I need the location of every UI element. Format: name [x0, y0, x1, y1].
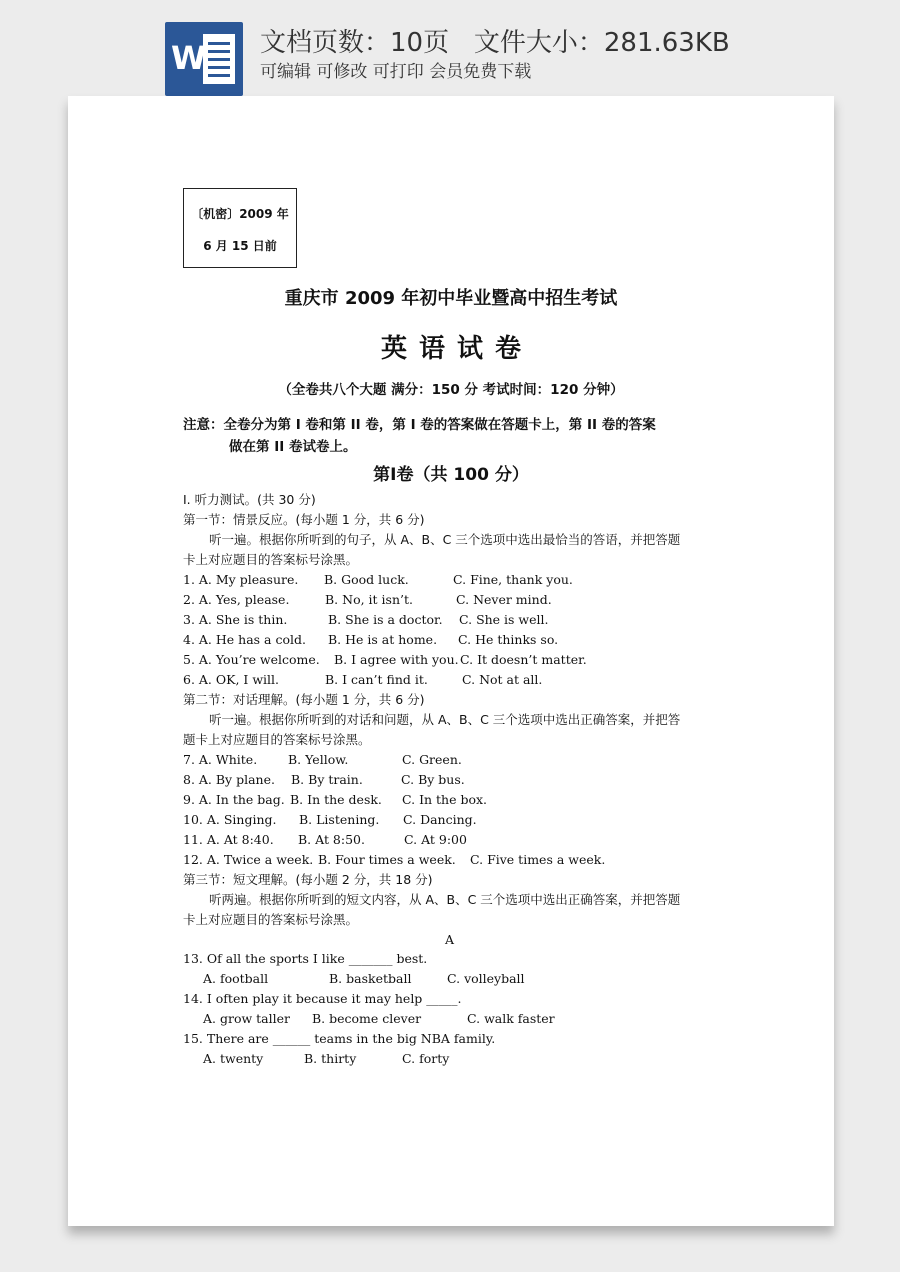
q2-option-b: B. No, it isn’t. [325, 592, 413, 607]
q3-option-c: C. She is well. [459, 612, 549, 627]
q6-option-a: 6. A. OK, I will. [183, 672, 279, 687]
q6-option-b: B. I can’t find it. [325, 672, 428, 687]
confidential-box [183, 188, 297, 268]
q5-option-b: B. I agree with you. [334, 652, 459, 667]
exam-info: （全卷共八个大题 满分：150 分 考试时间：120 分钟） [278, 382, 624, 398]
q12-option-a: 12. A. Twice a week. [183, 852, 314, 867]
subsection-2-heading: 第二节：对话理解。(每小题 1 分，共 6 分) [183, 692, 425, 707]
q2-option-a: 2. A. Yes, please. [183, 592, 290, 607]
q7-option-b: B. Yellow. [288, 752, 349, 767]
q15-option-a: A. twenty [203, 1051, 264, 1066]
part-heading: I. 听力测试。(共 30 分) [183, 492, 316, 507]
q1-option-a: 1. A. My pleasure. [183, 572, 299, 587]
file-features: 可编辑 可修改 可打印 会员免费下载 [260, 62, 532, 82]
confidential-line-2: 6 月 15 日前 [203, 239, 277, 253]
subsection-2-instruction-a: 听一遍。根据你所听到的对话和问题，从 A、B、C 三个选项中选出正确答案，并把答 [209, 712, 681, 727]
q4-option-b: B. He is at home. [328, 632, 438, 647]
q5-option-a: 5. A. You’re welcome. [183, 652, 320, 667]
q8-option-a: 8. A. By plane. [183, 772, 275, 787]
confidential-line-1: 〔机密〕2009 年 [191, 207, 289, 221]
q8-option-b: B. By train. [291, 772, 363, 787]
q10-option-a: 10. A. Singing. [183, 812, 277, 827]
word-icon-letter: W [171, 39, 207, 77]
exam-title: 重庆市 2009 年初中毕业暨高中招生考试 [284, 288, 618, 309]
q15-option-b: B. thirty [304, 1051, 357, 1066]
q5-option-c: C. It doesn’t matter. [460, 652, 587, 667]
subsection-1-instruction-b: 卡上对应题目的答案标号涂黑。 [183, 552, 359, 567]
q9-option-c: C. In the box. [402, 792, 488, 807]
word-document-icon [165, 22, 243, 96]
subsection-3-heading: 第三节：短文理解。(每小题 2 分，共 18 分) [183, 872, 433, 887]
q14-option-b: B. become clever [312, 1011, 422, 1026]
q14-option-a: A. grow taller [203, 1011, 290, 1026]
question-15: 15. There are ______ teams in the big NBA family. [183, 1031, 496, 1046]
subsection-3-instruction-a: 听两遍。根据你所听到的短文内容，从 A、B、C 三个选项中选出正确答案，并把答题 [209, 892, 681, 907]
document-page [68, 96, 834, 1226]
q9-option-a: 9. A. In the bag. [183, 792, 285, 807]
q1-option-b: B. Good luck. [324, 572, 409, 587]
subsection-2-instruction-b: 题卡上对应题目的答案标号涂黑。 [183, 732, 371, 747]
q13-option-a: A. football [203, 971, 269, 986]
passage-label: A [445, 932, 455, 947]
q12-option-c: C. Five times a week. [470, 852, 606, 867]
q8-option-c: C. By bus. [401, 772, 465, 787]
q10-option-c: C. Dancing. [403, 812, 477, 827]
q4-option-a: 4. A. He has a cold. [183, 632, 306, 647]
question-14: 14. I often play it because it may help _____. [183, 991, 462, 1006]
subsection-1-instruction-a: 听一遍。根据你所听到的句子，从 A、B、C 三个选项中选出最恰当的答语，并把答题 [209, 532, 681, 547]
q11-option-a: 11. A. At 8:40. [183, 832, 274, 847]
q10-option-b: B. Listening. [299, 812, 380, 827]
question-13: 13. Of all the sports I like _______ best. [183, 951, 428, 966]
q13-option-b: B. basketball [329, 971, 412, 986]
q6-option-c: C. Not at all. [462, 672, 543, 687]
q13-option-c: C. volleyball [447, 971, 525, 986]
q9-option-b: B. In the desk. [290, 792, 382, 807]
q12-option-b: B. Four times a week. [318, 852, 456, 867]
q15-option-c: C. forty [402, 1051, 450, 1066]
q11-option-b: B. At 8:50. [298, 832, 365, 847]
q2-option-c: C. Never mind. [456, 592, 552, 607]
download-banner [0, 0, 900, 96]
q3-option-b: B. She is a doctor. [328, 612, 443, 627]
q7-option-a: 7. A. White. [183, 752, 258, 767]
q1-option-c: C. Fine, thank you. [453, 572, 573, 587]
note-line-2: 做在第 II 卷试卷上。 [229, 439, 357, 455]
q14-option-c: C. walk faster [467, 1011, 555, 1026]
subsection-3-instruction-b: 卡上对应题目的答案标号涂黑。 [183, 912, 359, 927]
exam-subtitle: 英语试卷 [380, 334, 533, 364]
file-info: 文档页数：10页 文件大小：281.63KB [260, 28, 730, 58]
q11-option-c: C. At 9:00 [404, 832, 467, 847]
note-line-1: 注意：全卷分为第 I 卷和第 II 卷，第 I 卷的答案做在答题卡上，第 II 卷的答案 [183, 417, 656, 433]
q4-option-c: C. He thinks so. [458, 632, 559, 647]
q7-option-c: C. Green. [402, 752, 462, 767]
section-title: 第Ⅰ卷（共 100 分） [373, 465, 529, 485]
q3-option-a: 3. A. She is thin. [183, 612, 288, 627]
subsection-1-heading: 第一节：情景反应。(每小题 1 分，共 6 分) [183, 512, 425, 527]
